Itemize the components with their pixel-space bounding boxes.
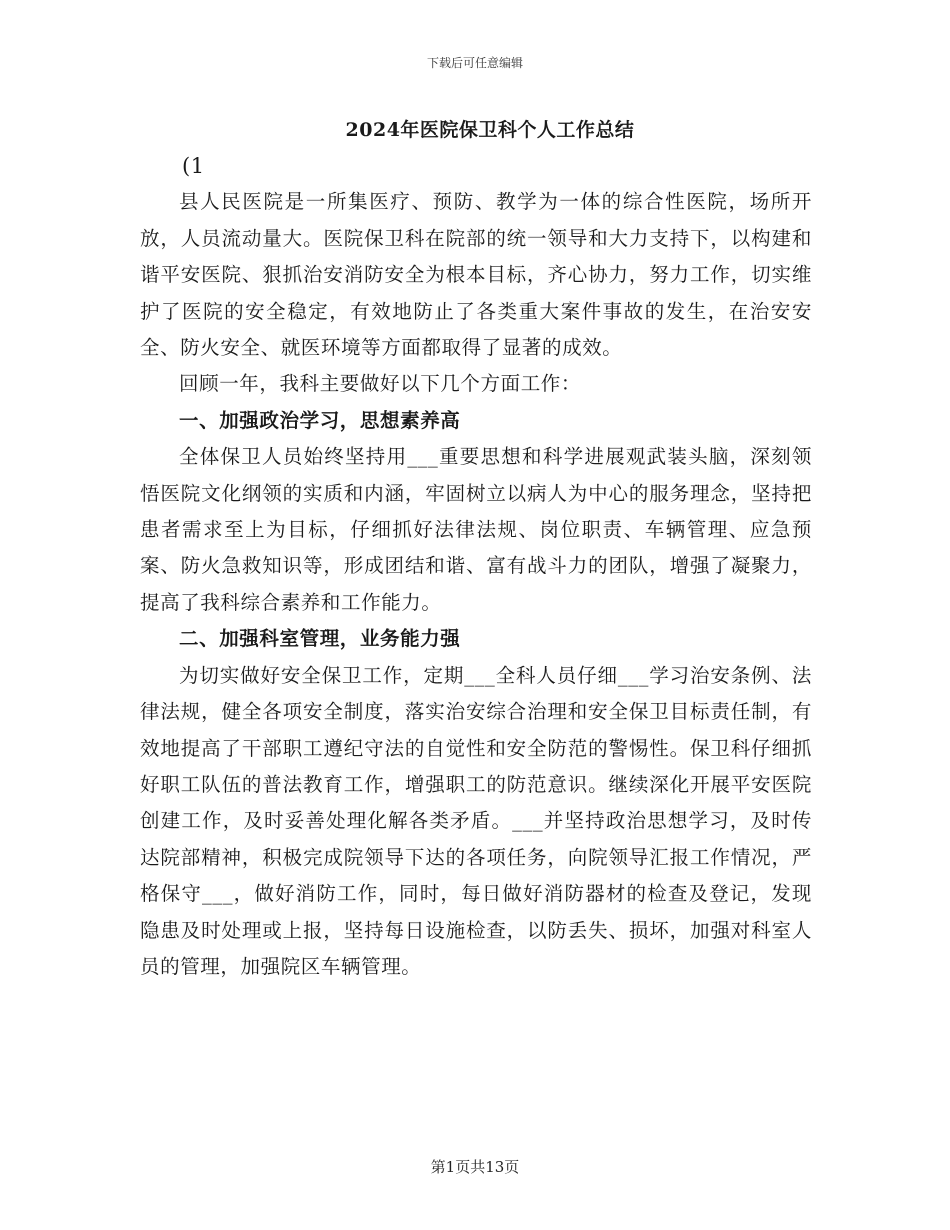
- section-heading-1: 一、加强政治学习，思想素养高: [179, 408, 461, 432]
- document-title: 2024年医院保卫科个人工作总结: [345, 119, 635, 141]
- paragraph-intro: 县人民医院是一所集医疗、预防、教学为一体的综合性医院，场所开放，人员流动量大。医院保卫科在院部的统一领导和大力支持下，以构建和谐平安医院、狠抓治安消防安全为根本目标，齐心协力，努力工作，切实维护了医院的安全稳定，有效地防止了各类重大案件事故的发生，在治安安全、防火安全、就医环境等方面都取得了显著的成效。: [140, 190, 812, 360]
- paragraph-section-2: 为切实做好安全保卫工作，定期___全科人员仔细___学习治安条例、法律法规，健全各项安全制度，落实治安综合治理和安全保卫目标责任制，有效地提高了干部职工遵纪守法的自觉性和安全防范的警惕性。保卫科仔细抓好职工队伍的普法教育工作，增强职工的防范意识。继续深化开展平安医院创建工作，及时妥善处理化解各类矛盾。___并坚持政治思想学习，及时传达院部精神，积极完成院领导下达的各项任务，向院领导汇报工作情况，严格保守___，做好消防工作，同时，每日做好消防器材的检查及登记，发现隐患及时处理或上报，坚持每日设施检查，以防丢失、损坏，加强对科室人员的管理，加强院区车辆管理。: [140, 663, 812, 978]
- section-marker: (1: [182, 154, 205, 178]
- paragraph-section-1: 全体保卫人员始终坚持用___重要思想和科学进展观武装头脑，深刻领悟医院文化纲领的实质和内涵，牢固树立以病人为中心的服务理念，坚持把患者需求至上为目标，仔细抓好法律法规、岗位职责、车辆管理、应急预案、防火急救知识等，形成团结和谐、富有战斗力的团队，增强了凝聚力，提高了我科综合素养和工作能力。: [140, 445, 812, 614]
- page-number: 第1页共13页: [430, 1158, 520, 1176]
- header-note: 下载后可任意编辑: [426, 56, 523, 70]
- section-heading-2: 二、加强科室管理，业务能力强: [179, 627, 461, 651]
- document-body: [140, 148, 812, 985]
- paragraph-review: 回顾一年，我科主要做好以下几个方面工作：: [179, 372, 582, 396]
